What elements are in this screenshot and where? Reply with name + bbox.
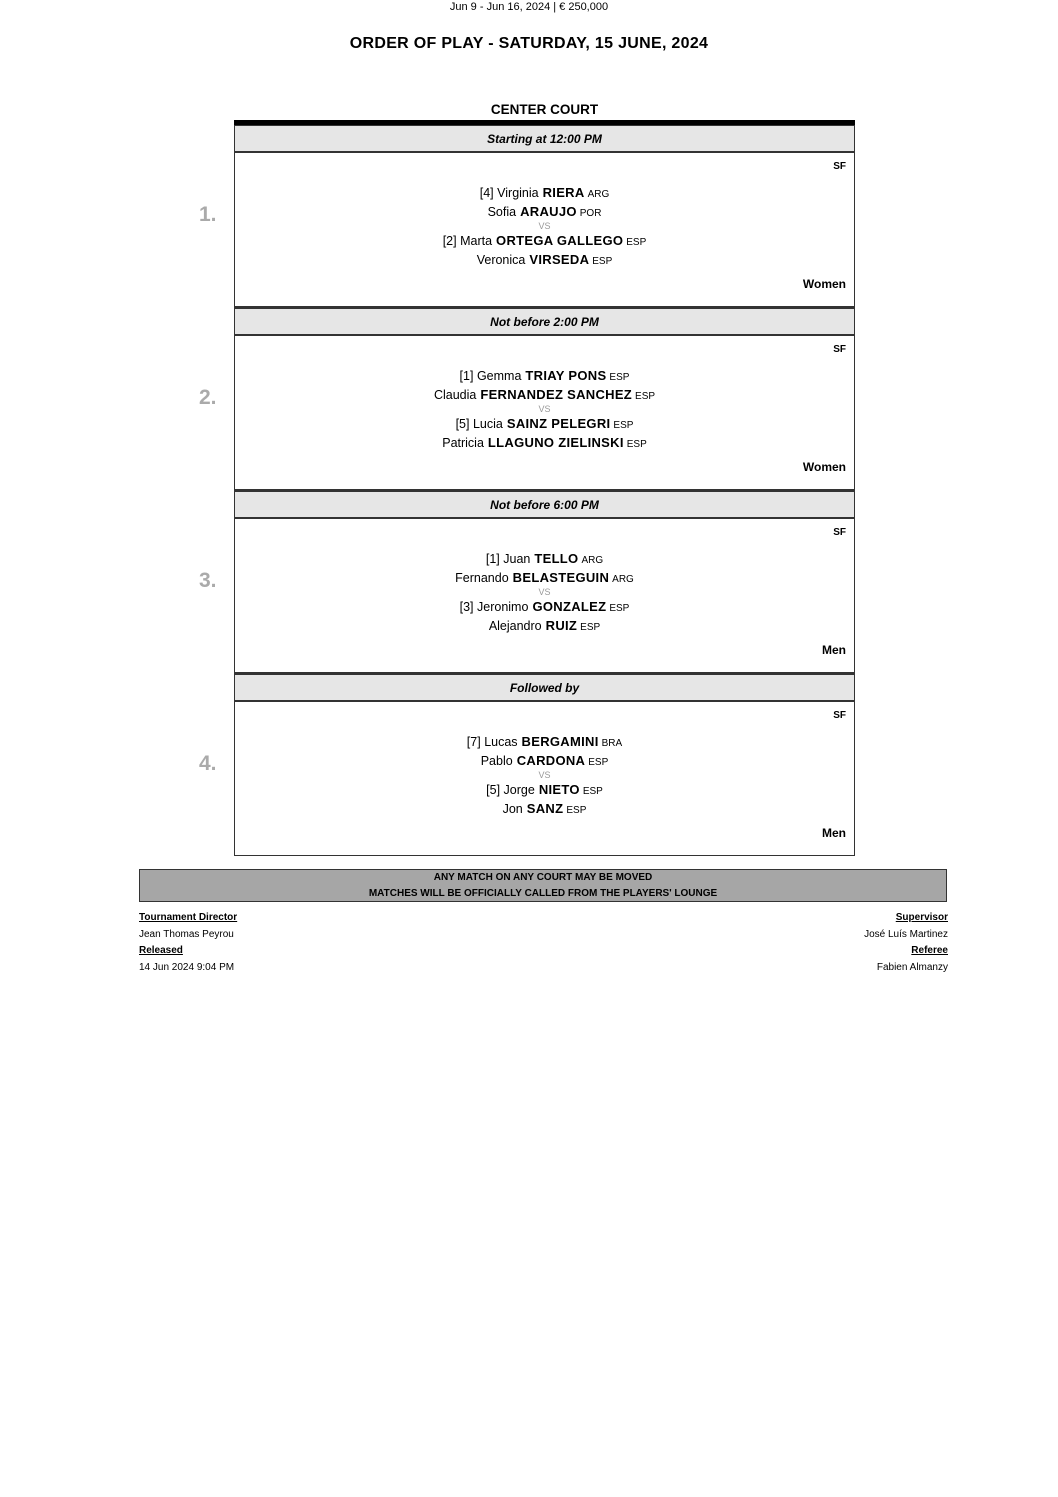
versus-label: VS xyxy=(538,221,551,231)
director-name: Jean Thomas Peyrou xyxy=(139,929,234,940)
versus-label: VS xyxy=(538,404,551,414)
player-first-name: Marta xyxy=(460,234,493,248)
released-label: Released xyxy=(139,945,183,956)
player-line xyxy=(235,387,854,402)
player-first-name: Pablo xyxy=(480,754,513,768)
player-line xyxy=(235,551,854,566)
player-first-name: Jon xyxy=(502,802,523,816)
match-round: SF xyxy=(833,161,846,172)
player-first-name: Jeronimo xyxy=(477,600,529,614)
player-last-name: LLAGUNO ZIELINSKI xyxy=(487,435,624,450)
player-country: ESP xyxy=(626,237,647,248)
court-name: CENTER COURT xyxy=(490,102,599,117)
notice-line: MATCHES WILL BE OFFICIALLY CALLED FROM THE PLAYERS' LOUNGE xyxy=(368,888,718,899)
referee-label: Referee xyxy=(911,945,948,956)
player-first-name: Veronica xyxy=(476,253,526,267)
player-country: ESP xyxy=(626,439,647,450)
player-first-name: Fernando xyxy=(455,571,509,585)
tournament-dates-prize: Jun 9 - Jun 16, 2024 | € 250,000 xyxy=(449,1,609,13)
match-category: Women xyxy=(802,460,846,474)
player-line xyxy=(235,782,854,797)
player-country: ESP xyxy=(592,256,613,267)
match-round: SF xyxy=(833,710,846,721)
player-first-name: Virginia xyxy=(497,186,539,200)
match-time: Not before 6:00 PM xyxy=(234,491,855,519)
match-time: Starting at 12:00 PM xyxy=(234,125,855,153)
player-country: ESP xyxy=(580,622,601,633)
player-country: ESP xyxy=(588,757,609,768)
player-last-name: TRIAY PONS xyxy=(525,368,607,383)
player-last-name: GONZALEZ xyxy=(532,599,607,614)
player-line xyxy=(235,599,854,614)
match-number: 3. xyxy=(199,569,217,592)
player-line xyxy=(235,618,854,633)
player-first-name: Juan xyxy=(503,552,531,566)
notice-banner xyxy=(139,869,947,902)
released-time: 14 Jun 2024 9:04 PM xyxy=(139,962,235,973)
player-country: ESP xyxy=(566,805,587,816)
match-section xyxy=(199,674,855,856)
player-first-name: Patricia xyxy=(442,436,484,450)
player-first-name: Gemma xyxy=(476,369,522,383)
player-seed: [1] xyxy=(485,552,500,566)
player-country: ARG xyxy=(581,555,604,566)
match-round: SF xyxy=(833,527,846,538)
player-last-name: BELASTEGUIN xyxy=(512,570,610,585)
match-card xyxy=(199,336,855,491)
player-country: ESP xyxy=(582,786,603,797)
match-card xyxy=(199,153,855,308)
notice-line: ANY MATCH ON ANY COURT MAY BE MOVED xyxy=(433,872,653,883)
player-last-name: TELLO xyxy=(534,551,579,566)
player-last-name: BERGAMINI xyxy=(521,734,599,749)
match-card xyxy=(199,702,855,856)
player-country: ESP xyxy=(613,420,634,431)
match-category: Men xyxy=(822,826,846,840)
player-first-name: Jorge xyxy=(503,783,535,797)
player-seed: [3] xyxy=(459,600,474,614)
player-line xyxy=(235,252,854,267)
player-line xyxy=(235,204,854,219)
player-seed: [5] xyxy=(455,417,470,431)
player-last-name: SANZ xyxy=(526,801,564,816)
match-number: 2. xyxy=(199,386,217,409)
match-number: 1. xyxy=(199,203,217,226)
director-label: Tournament Director xyxy=(139,912,238,923)
player-country: ESP xyxy=(635,391,656,402)
player-first-name: Lucas xyxy=(484,735,518,749)
match-section xyxy=(199,491,855,674)
player-country: ESP xyxy=(609,372,630,383)
player-line xyxy=(235,233,854,248)
player-seed: [1] xyxy=(459,369,474,383)
referee-name: Fabien Almanzy xyxy=(876,962,948,973)
match-category: Men xyxy=(822,643,846,657)
player-last-name: CARDONA xyxy=(516,753,586,768)
player-last-name: VIRSEDA xyxy=(529,252,590,267)
player-line xyxy=(235,185,854,200)
match-time: Not before 2:00 PM xyxy=(234,308,855,336)
match-section xyxy=(199,308,855,491)
versus-label: VS xyxy=(538,587,551,597)
player-first-name: Claudia xyxy=(433,388,477,402)
player-line xyxy=(235,368,854,383)
player-last-name: RIERA xyxy=(542,185,585,200)
match-round: SF xyxy=(833,344,846,355)
match-section xyxy=(199,125,855,308)
player-first-name: Alejandro xyxy=(488,619,542,633)
player-country: BRA xyxy=(601,738,623,749)
player-line xyxy=(235,570,854,585)
player-line xyxy=(235,435,854,450)
match-number: 4. xyxy=(199,752,217,775)
player-line xyxy=(235,734,854,749)
player-last-name: FERNANDEZ SANCHEZ xyxy=(480,387,633,402)
match-card xyxy=(199,519,855,674)
court-schedule xyxy=(199,120,855,856)
player-line xyxy=(235,753,854,768)
player-last-name: ARAUJO xyxy=(520,204,577,219)
player-country: ESP xyxy=(609,603,630,614)
player-seed: [4] xyxy=(479,186,494,200)
player-first-name: Lucia xyxy=(472,417,503,431)
player-first-name: Sofia xyxy=(487,205,517,219)
player-last-name: RUIZ xyxy=(545,618,578,633)
player-line xyxy=(235,801,854,816)
match-category: Women xyxy=(802,277,846,291)
player-last-name: ORTEGA GALLEGO xyxy=(496,233,624,248)
player-last-name: SAINZ PELEGRI xyxy=(506,416,611,431)
player-line xyxy=(235,416,854,431)
page-title: ORDER OF PLAY - SATURDAY, 15 JUNE, 2024 xyxy=(349,35,709,52)
versus-label: VS xyxy=(538,770,551,780)
player-country: ARG xyxy=(612,574,634,585)
player-country: ARG xyxy=(587,189,610,200)
player-seed: [2] xyxy=(442,234,457,248)
player-country: POR xyxy=(579,208,602,219)
player-last-name: NIETO xyxy=(538,782,580,797)
supervisor-label: Supervisor xyxy=(895,912,948,923)
player-seed: [5] xyxy=(486,783,501,797)
match-time: Followed by xyxy=(234,674,855,702)
player-seed: [7] xyxy=(466,735,481,749)
supervisor-name: José Luís Martinez xyxy=(864,929,948,940)
